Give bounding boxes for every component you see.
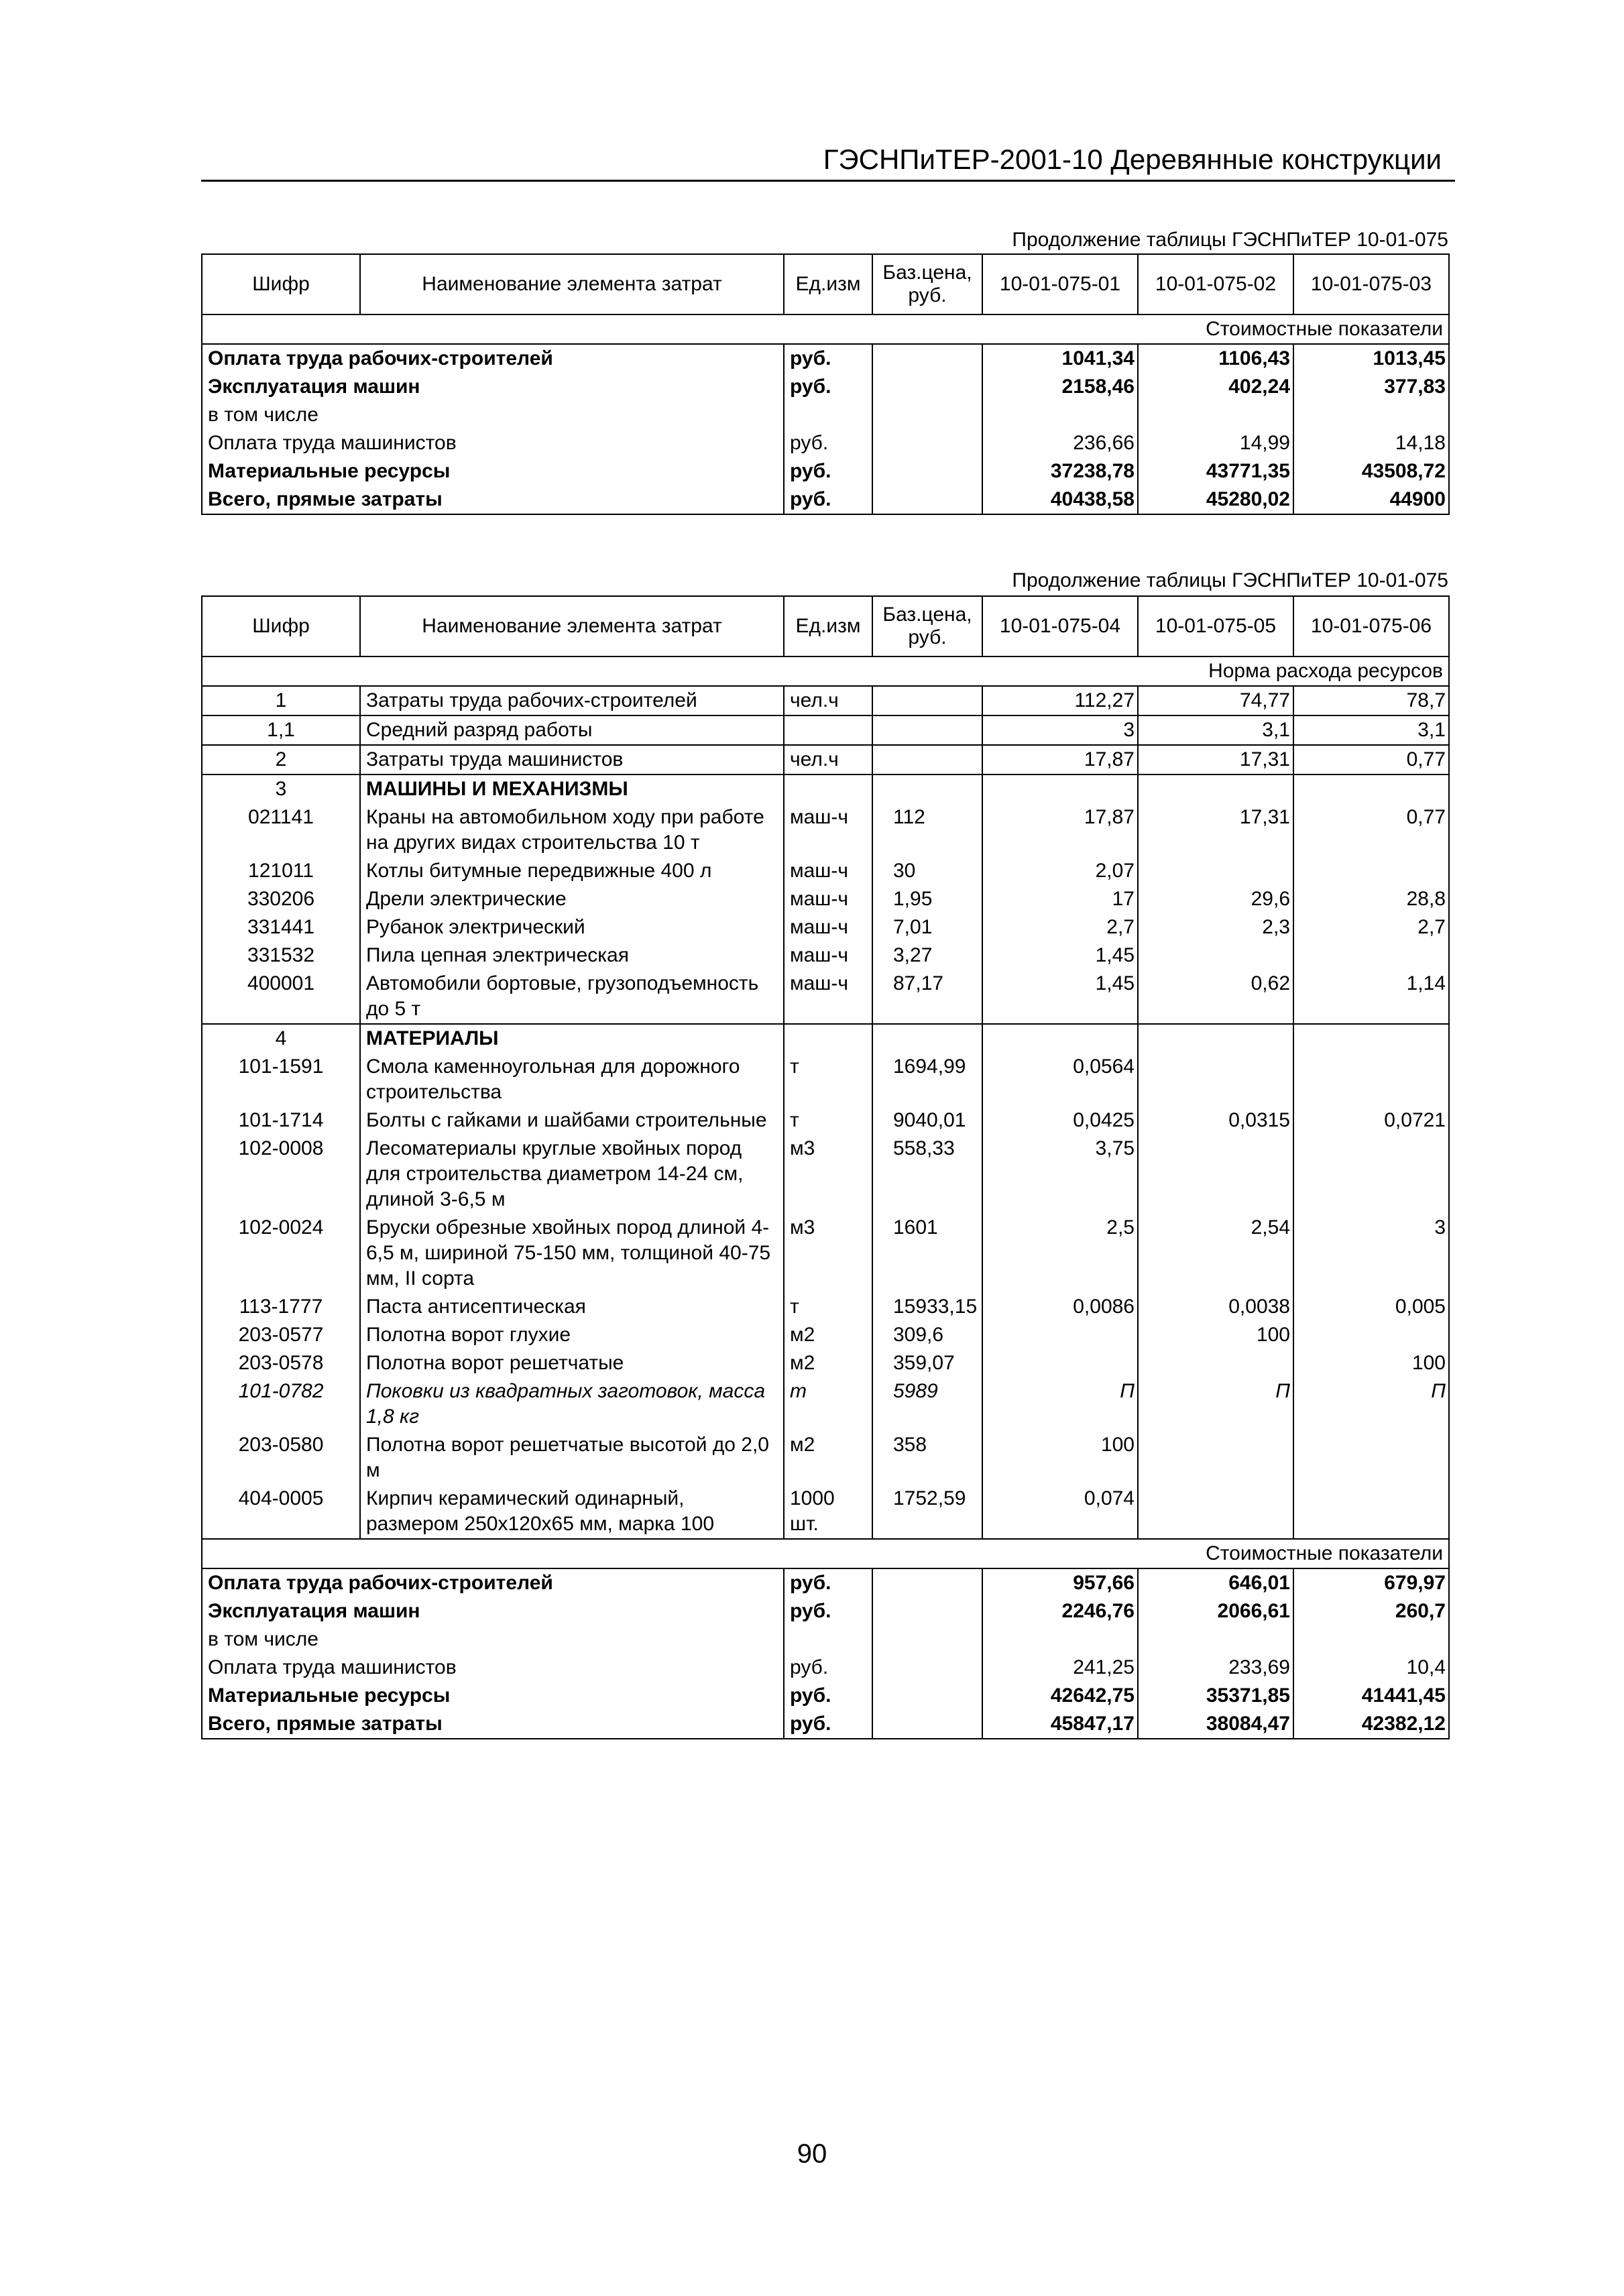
- labor-row: [202, 745, 1449, 774]
- table1-code-header: Шифр: [202, 254, 360, 314]
- table2-cost-row: [202, 1625, 1449, 1654]
- machine-unit: маш-ч: [784, 913, 872, 941]
- machine-name: Дрели электрические: [360, 885, 784, 913]
- material-price: 1601: [872, 1214, 982, 1293]
- table2-cost-row: [202, 1710, 1449, 1739]
- material-v1: 0,0564: [982, 1053, 1138, 1106]
- material-row: [202, 1053, 1449, 1106]
- machine-name: Автомобили бортовые, грузоподъемность до 5 т: [360, 970, 784, 1024]
- material-name: Болты с гайками и шайбами строительные: [360, 1106, 784, 1135]
- material-code: 101-0782: [202, 1377, 360, 1431]
- table1-cost-v3: 14,18: [1293, 429, 1449, 457]
- page-number: 90: [797, 2139, 827, 2169]
- table1-cost-v3: 1013,45: [1293, 344, 1449, 373]
- table1-band-row: [202, 314, 1449, 344]
- table2-cost-unit: руб.: [784, 1654, 872, 1682]
- material-v2: 0,0315: [1138, 1106, 1293, 1135]
- machine-code: 121011: [202, 857, 360, 885]
- table1-cost-price: [872, 485, 982, 514]
- table1-cost-v1: [982, 401, 1138, 429]
- labor-row: [202, 686, 1449, 715]
- machine-row: [202, 885, 1449, 913]
- material-v3: [1293, 1135, 1449, 1214]
- machine-v3: [1293, 857, 1449, 885]
- machine-row: [202, 803, 1449, 857]
- table2-cost-name: Материальные ресурсы: [202, 1682, 784, 1710]
- table1-cost-unit: руб.: [784, 344, 872, 373]
- table2-cost-name: Оплата труда рабочих-строителей: [202, 1568, 784, 1597]
- table2-cost-price: [872, 1710, 982, 1739]
- material-v2: [1138, 1431, 1293, 1485]
- labor-v3: 78,7: [1293, 686, 1449, 715]
- material-name: Смола каменноугольная для дорожного строительства: [360, 1053, 784, 1106]
- machine-unit: маш-ч: [784, 941, 872, 970]
- table2-cost-v3: 679,97: [1293, 1568, 1449, 1597]
- table2-cost-v1: 2246,76: [982, 1597, 1138, 1625]
- table1-col3-header: 10-01-075-03: [1293, 254, 1449, 314]
- material-v3: [1293, 1485, 1449, 1539]
- machine-code: 331441: [202, 913, 360, 941]
- table1-cost-v1: 2158,46: [982, 373, 1138, 401]
- table1-band-label: Стоимостные показатели: [202, 314, 1449, 344]
- machine-v1: 1,45: [982, 941, 1138, 970]
- machine-v1: 2,07: [982, 857, 1138, 885]
- material-v3: 0,0721: [1293, 1106, 1449, 1135]
- material-row: [202, 1106, 1449, 1135]
- material-price: 558,33: [872, 1135, 982, 1214]
- table1-cost-v2: 45280,02: [1138, 485, 1293, 514]
- table2-cost-price: [872, 1568, 982, 1597]
- machine-name: Краны на автомобильном ходу при работе на других видах строительства 10 т: [360, 803, 784, 857]
- material-row: [202, 1485, 1449, 1539]
- table1-cost-row: [202, 344, 1449, 373]
- material-v2: П: [1138, 1377, 1293, 1431]
- table2-cost-name: Оплата труда машинистов: [202, 1654, 784, 1682]
- material-code: 404-0005: [202, 1485, 360, 1539]
- table2-price-header: Баз.цена, руб.: [872, 596, 982, 656]
- material-v1: П: [982, 1377, 1138, 1431]
- table2-cost-unit: руб.: [784, 1682, 872, 1710]
- table2-cost-price: [872, 1654, 982, 1682]
- labor-v1: 112,27: [982, 686, 1138, 715]
- table2-cost-band-row: [202, 1539, 1449, 1568]
- material-v1: 0,074: [982, 1485, 1138, 1539]
- material-unit: т: [784, 1293, 872, 1321]
- machine-unit: маш-ч: [784, 857, 872, 885]
- labor-name: Средний разряд работы: [360, 715, 784, 745]
- cost-table-1: [201, 253, 1450, 515]
- material-v3: 0,005: [1293, 1293, 1449, 1321]
- table2-norm-band-row: [202, 656, 1449, 686]
- material-name: Полотна ворот решетчатые: [360, 1349, 784, 1377]
- material-unit: м3: [784, 1214, 872, 1293]
- table2-cost-v3: 260,7: [1293, 1597, 1449, 1625]
- table2-norm-band-label: Норма расхода ресурсов: [202, 656, 1449, 686]
- material-name: Бруски обрезные хвойных пород длиной 4-6,5 м, шириной 75-150 мм, толщиной 40-75 мм, II сорта: [360, 1214, 784, 1293]
- table2-cost-v3: 10,4: [1293, 1654, 1449, 1682]
- machine-v2: 2,3: [1138, 913, 1293, 941]
- table1-cost-name: Эксплуатация машин: [202, 373, 784, 401]
- machine-v1: 2,7: [982, 913, 1138, 941]
- labor-unit: [784, 715, 872, 745]
- table2-cost-v1: 957,66: [982, 1568, 1138, 1597]
- table2-cost-name: Эксплуатация машин: [202, 1597, 784, 1625]
- materials-section-title: МАТЕРИАЛЫ: [360, 1024, 784, 1053]
- material-code: 203-0577: [202, 1321, 360, 1349]
- material-unit: м2: [784, 1321, 872, 1349]
- table1-cost-v2: 402,24: [1138, 373, 1293, 401]
- machine-unit: маш-ч: [784, 885, 872, 913]
- table2-cost-name: Всего, прямые затраты: [202, 1710, 784, 1739]
- table1-cost-price: [872, 457, 982, 485]
- table1-cost-v3: 43508,72: [1293, 457, 1449, 485]
- table2-cost-name: в том числе: [202, 1625, 784, 1654]
- table1-cost-row: [202, 485, 1449, 514]
- table1-cost-price: [872, 429, 982, 457]
- table2-col2-header: 10-01-075-05: [1138, 596, 1293, 656]
- machine-v1: 17,87: [982, 803, 1138, 857]
- table1-cost-unit: руб.: [784, 429, 872, 457]
- material-v2: [1138, 1485, 1293, 1539]
- table2-cost-v2: [1138, 1625, 1293, 1654]
- material-v1: 0,0086: [982, 1293, 1138, 1321]
- table2-cost-unit: [784, 1625, 872, 1654]
- labor-price: [872, 686, 982, 715]
- material-name: Полотна ворот решетчатые высотой до 2,0 м: [360, 1431, 784, 1485]
- material-unit: м3: [784, 1135, 872, 1214]
- table2-cost-v2: 35371,85: [1138, 1682, 1293, 1710]
- table2-cost-row: [202, 1654, 1449, 1682]
- machines-section-row: [202, 774, 1449, 803]
- labor-name: Затраты труда рабочих-строителей: [360, 686, 784, 715]
- table2-cost-unit: руб.: [784, 1710, 872, 1739]
- machines-section-empty: [1138, 774, 1293, 803]
- table2-header-row: [202, 596, 1449, 656]
- material-v3: П: [1293, 1377, 1449, 1431]
- table1-cost-v3: 377,83: [1293, 373, 1449, 401]
- material-row: [202, 1293, 1449, 1321]
- header-rule: [201, 180, 1455, 182]
- table1-cost-price: [872, 373, 982, 401]
- table1-cost-unit: [784, 401, 872, 429]
- machine-v3: 2,7: [1293, 913, 1449, 941]
- machines-section-code: 3: [202, 774, 360, 803]
- material-price: 5989: [872, 1377, 982, 1431]
- labor-row: [202, 715, 1449, 745]
- material-code: 101-1714: [202, 1106, 360, 1135]
- table1-cost-name: в том числе: [202, 401, 784, 429]
- table2-cost-price: [872, 1682, 982, 1710]
- table1-cost-price: [872, 401, 982, 429]
- material-row: [202, 1321, 1449, 1349]
- material-code: 203-0580: [202, 1431, 360, 1485]
- table2-cost-price: [872, 1625, 982, 1654]
- table2-cost-v1: [982, 1625, 1138, 1654]
- machines-section-empty: [1293, 774, 1449, 803]
- material-row: [202, 1135, 1449, 1214]
- material-unit: 1000 шт.: [784, 1485, 872, 1539]
- machine-v2: [1138, 941, 1293, 970]
- material-code: 203-0578: [202, 1349, 360, 1377]
- table1-unit-header: Ед.изм: [784, 254, 872, 314]
- machine-price: 1,95: [872, 885, 982, 913]
- material-row: [202, 1214, 1449, 1293]
- material-v2: [1138, 1053, 1293, 1106]
- table1-cost-row: [202, 373, 1449, 401]
- machine-v2: 29,6: [1138, 885, 1293, 913]
- material-v3: [1293, 1321, 1449, 1349]
- material-v2: 100: [1138, 1321, 1293, 1349]
- materials-section-empty: [1138, 1024, 1293, 1053]
- table1-cost-v1: 1041,34: [982, 344, 1138, 373]
- material-price: 1694,99: [872, 1053, 982, 1106]
- table1-cost-v2: 14,99: [1138, 429, 1293, 457]
- table2-cost-v3: 41441,45: [1293, 1682, 1449, 1710]
- table1-cost-v2: [1138, 401, 1293, 429]
- machine-v3: 0,77: [1293, 803, 1449, 857]
- machines-section-title: МАШИНЫ И МЕХАНИЗМЫ: [360, 774, 784, 803]
- table2-name-header: Наименование элемента затрат: [360, 596, 784, 656]
- machine-unit: маш-ч: [784, 970, 872, 1024]
- table2-col1-header: 10-01-075-04: [982, 596, 1138, 656]
- material-unit: т: [784, 1377, 872, 1431]
- table1-cost-row: [202, 401, 1449, 429]
- materials-section-row: [202, 1024, 1449, 1053]
- machine-v3: 28,8: [1293, 885, 1449, 913]
- material-unit: т: [784, 1053, 872, 1106]
- material-row: [202, 1349, 1449, 1377]
- material-v2: [1138, 1135, 1293, 1214]
- table2-cost-v2: 233,69: [1138, 1654, 1293, 1682]
- material-name: Паста антисептическая: [360, 1293, 784, 1321]
- material-code: 113-1777: [202, 1293, 360, 1321]
- table1-cost-unit: руб.: [784, 373, 872, 401]
- material-unit: м2: [784, 1431, 872, 1485]
- table1-cost-name: Оплата труда машинистов: [202, 429, 784, 457]
- table2-cost-unit: руб.: [784, 1568, 872, 1597]
- table2-col3-header: 10-01-075-06: [1293, 596, 1449, 656]
- table2-cost-price: [872, 1597, 982, 1625]
- material-price: 309,6: [872, 1321, 982, 1349]
- table1-col2-header: 10-01-075-02: [1138, 254, 1293, 314]
- material-v1: [982, 1321, 1138, 1349]
- material-v3: 3: [1293, 1214, 1449, 1293]
- table1-cost-v1: 40438,58: [982, 485, 1138, 514]
- table2-cost-v2: 646,01: [1138, 1568, 1293, 1597]
- labor-price: [872, 745, 982, 774]
- machine-v1: 17: [982, 885, 1138, 913]
- machine-price: 30: [872, 857, 982, 885]
- material-name: Кирпич керамический одинарный, размером 250х120х65 мм, марка 100: [360, 1485, 784, 1539]
- material-v1: 3,75: [982, 1135, 1138, 1214]
- table2-code-header: Шифр: [202, 596, 360, 656]
- table2-cost-v3: 42382,12: [1293, 1710, 1449, 1739]
- machine-code: 331532: [202, 941, 360, 970]
- material-v1: 0,0425: [982, 1106, 1138, 1135]
- table2-cost-v2: 2066,61: [1138, 1597, 1293, 1625]
- material-v3: 100: [1293, 1349, 1449, 1377]
- labor-unit: чел.ч: [784, 686, 872, 715]
- material-v1: [982, 1349, 1138, 1377]
- labor-v1: 3: [982, 715, 1138, 745]
- machine-code: 330206: [202, 885, 360, 913]
- table1-cost-v3: 44900: [1293, 485, 1449, 514]
- material-v3: [1293, 1053, 1449, 1106]
- labor-v2: 3,1: [1138, 715, 1293, 745]
- material-price: 359,07: [872, 1349, 982, 1377]
- labor-code: 2: [202, 745, 360, 774]
- machine-name: Рубанок электрический: [360, 913, 784, 941]
- material-row: [202, 1431, 1449, 1485]
- material-price: 1752,59: [872, 1485, 982, 1539]
- page-header-title: ГЭСНПиТЕР-2001-10 Деревянные конструкции: [823, 144, 1442, 175]
- machine-price: 112: [872, 803, 982, 857]
- table1-cost-v3: [1293, 401, 1449, 429]
- material-unit: м2: [784, 1349, 872, 1377]
- table1-cost-row: [202, 429, 1449, 457]
- machines-section-empty: [784, 774, 872, 803]
- table2-cost-v1: 42642,75: [982, 1682, 1138, 1710]
- machine-price: 87,17: [872, 970, 982, 1024]
- machine-unit: маш-ч: [784, 803, 872, 857]
- resource-table-2: [201, 595, 1450, 1739]
- machine-row: [202, 941, 1449, 970]
- table1-cost-unit: руб.: [784, 457, 872, 485]
- material-code: 102-0008: [202, 1135, 360, 1214]
- material-name: Поковки из квадратных заготовок, масса 1,8 кг: [360, 1377, 784, 1431]
- labor-price: [872, 715, 982, 745]
- materials-section-empty: [1293, 1024, 1449, 1053]
- materials-section-code: 4: [202, 1024, 360, 1053]
- table1-caption: Продолжение таблицы ГЭСНПиТЕР 10-01-075: [1012, 229, 1448, 251]
- labor-code: 1: [202, 686, 360, 715]
- labor-v2: 17,31: [1138, 745, 1293, 774]
- table2-cost-unit: руб.: [784, 1597, 872, 1625]
- table1-cost-name: Всего, прямые затраты: [202, 485, 784, 514]
- material-name: Лесоматериалы круглые хвойных пород для строительства диаметром 14-24 см, длиной 3-6,5 м: [360, 1135, 784, 1214]
- machine-price: 3,27: [872, 941, 982, 970]
- machines-section-empty: [982, 774, 1138, 803]
- material-v2: [1138, 1349, 1293, 1377]
- material-v2: 2,54: [1138, 1214, 1293, 1293]
- machine-row: [202, 857, 1449, 885]
- table1-cost-v2: 43771,35: [1138, 457, 1293, 485]
- machine-v2: 0,62: [1138, 970, 1293, 1024]
- labor-v2: 74,77: [1138, 686, 1293, 715]
- labor-name: Затраты труда машинистов: [360, 745, 784, 774]
- labor-v3: 0,77: [1293, 745, 1449, 774]
- table2-cost-band-label: Стоимостные показатели: [202, 1539, 1449, 1568]
- material-v2: 0,0038: [1138, 1293, 1293, 1321]
- machine-name: Котлы битумные передвижные 400 л: [360, 857, 784, 885]
- material-v1: 100: [982, 1431, 1138, 1485]
- table2-cost-row: [202, 1568, 1449, 1597]
- material-price: 9040,01: [872, 1106, 982, 1135]
- table1-cost-v2: 1106,43: [1138, 344, 1293, 373]
- labor-v1: 17,87: [982, 745, 1138, 774]
- table1-cost-v1: 236,66: [982, 429, 1138, 457]
- material-price: 15933,15: [872, 1293, 982, 1321]
- table1-cost-row: [202, 457, 1449, 485]
- machine-row: [202, 913, 1449, 941]
- material-row: [202, 1377, 1449, 1431]
- table2-cost-v1: 241,25: [982, 1654, 1138, 1682]
- table1-header-row: [202, 254, 1449, 314]
- table1-cost-unit: руб.: [784, 485, 872, 514]
- table1-cost-price: [872, 344, 982, 373]
- labor-code: 1,1: [202, 715, 360, 745]
- table2-cost-v1: 45847,17: [982, 1710, 1138, 1739]
- machine-code: 021141: [202, 803, 360, 857]
- machine-code: 400001: [202, 970, 360, 1024]
- material-code: 101-1591: [202, 1053, 360, 1106]
- machine-row: [202, 970, 1449, 1024]
- table1-cost-name: Оплата труда рабочих-строителей: [202, 344, 784, 373]
- machines-section-empty: [872, 774, 982, 803]
- materials-section-empty: [872, 1024, 982, 1053]
- table2-unit-header: Ед.изм: [784, 596, 872, 656]
- table1-name-header: Наименование элемента затрат: [360, 254, 784, 314]
- table1-cost-v1: 37238,78: [982, 457, 1138, 485]
- labor-unit: чел.ч: [784, 745, 872, 774]
- material-price: 358: [872, 1431, 982, 1485]
- material-name: Полотна ворот глухие: [360, 1321, 784, 1349]
- machine-v2: 17,31: [1138, 803, 1293, 857]
- labor-v3: 3,1: [1293, 715, 1449, 745]
- table1-price-header: Баз.цена, руб.: [872, 254, 982, 314]
- table1-cost-name: Материальные ресурсы: [202, 457, 784, 485]
- machine-v3: [1293, 941, 1449, 970]
- materials-section-empty: [982, 1024, 1138, 1053]
- machine-v1: 1,45: [982, 970, 1138, 1024]
- material-v3: [1293, 1431, 1449, 1485]
- machine-v2: [1138, 857, 1293, 885]
- table2-cost-row: [202, 1597, 1449, 1625]
- machine-v3: 1,14: [1293, 970, 1449, 1024]
- material-code: 102-0024: [202, 1214, 360, 1293]
- material-v1: 2,5: [982, 1214, 1138, 1293]
- table2-cost-v2: 38084,47: [1138, 1710, 1293, 1739]
- material-unit: т: [784, 1106, 872, 1135]
- table2-caption: Продолжение таблицы ГЭСНПиТЕР 10-01-075: [1012, 569, 1448, 591]
- machine-price: 7,01: [872, 913, 982, 941]
- machine-name: Пила цепная электрическая: [360, 941, 784, 970]
- materials-section-empty: [784, 1024, 872, 1053]
- table1-col1-header: 10-01-075-01: [982, 254, 1138, 314]
- table2-cost-v3: [1293, 1625, 1449, 1654]
- table2-cost-row: [202, 1682, 1449, 1710]
